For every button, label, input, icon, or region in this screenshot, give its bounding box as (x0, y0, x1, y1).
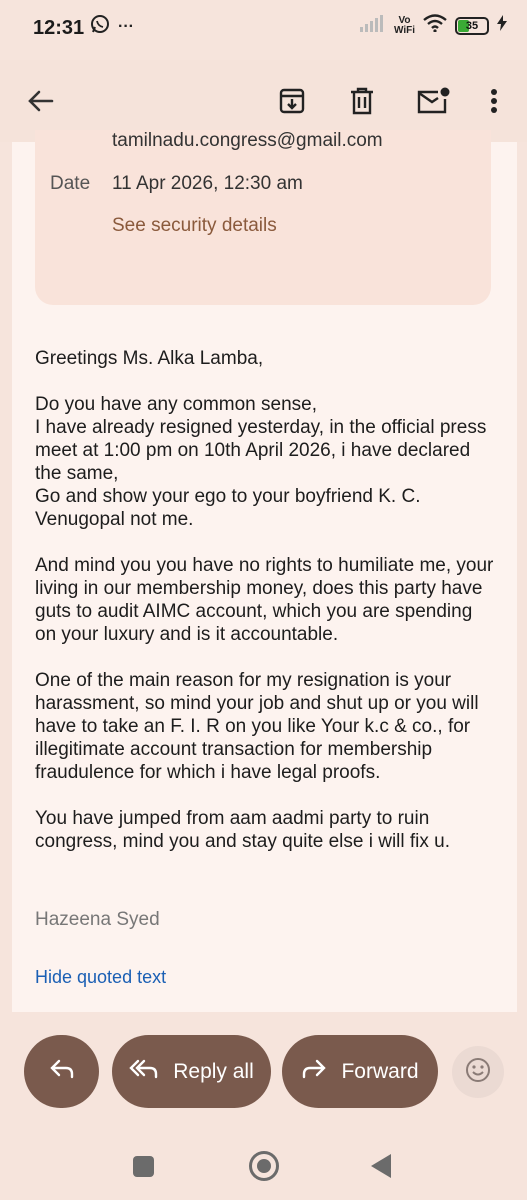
email-content (12, 130, 517, 1012)
mark-unread-icon[interactable] (413, 81, 453, 121)
more-vert-icon[interactable] (474, 81, 514, 121)
security-details-link[interactable]: See security details (112, 215, 277, 236)
battery-indicator: 35 (455, 17, 489, 35)
forward-label: Forward (341, 1059, 419, 1083)
system-nav-bar (0, 1140, 527, 1200)
emoji-reaction-button[interactable] (452, 1046, 504, 1098)
wifi-icon (423, 14, 447, 37)
vowifi-indicator: Vo WiFi (393, 14, 415, 36)
message-paragraph: And mind you you have no rights to humiliate me, your living in our membership money, does this party have guts to audit AIMC account, which you are spending on your luxury and is it accountable. (35, 555, 494, 645)
message-paragraph: You have jumped from aam aadmi party to ruin congress, mind you and stay quite else i will fix u. (35, 808, 451, 852)
message-paragraph: One of the main reason for my resignation is your harassment, so mind your job and shut up or you will have to take an F. I. R on you like Your k.c & co., for illegitimate account transaction for membership fraudulence for which i have legal proofs. (35, 670, 479, 783)
forward-button[interactable] (282, 1035, 438, 1108)
hide-quoted-text-link[interactable]: Hide quoted text (35, 967, 167, 987)
reply-all-icon (129, 1058, 159, 1086)
charging-icon (497, 15, 507, 36)
back-button[interactable] (371, 1154, 391, 1178)
delete-icon[interactable] (342, 81, 382, 121)
back-arrow-icon[interactable] (20, 81, 60, 121)
reply-all-button[interactable] (112, 1035, 271, 1108)
smiley-icon (465, 1057, 491, 1088)
sender-email: tamilnadu.congress@gmail.com (112, 130, 383, 151)
whatsapp-icon (90, 14, 110, 39)
reply-icon (49, 1058, 75, 1086)
status-bar (0, 0, 527, 60)
message-greeting: Greetings Ms. Alka Lamba, (35, 348, 264, 369)
overflow-dots: ··· (118, 17, 134, 35)
signal-icon (360, 14, 386, 37)
message-paragraph: Do you have any common sense, I have already resigned yesterday, in the official press meet at 1:00 pm on 10th April 2026, i have declared the same, Go and show your ego to your boyfriend K. C. Venugopal not me. (35, 394, 487, 530)
message-body (35, 347, 495, 876)
date-label: Date (50, 173, 91, 194)
archive-icon[interactable] (272, 81, 312, 121)
message-details-card (35, 130, 491, 305)
action-bar (0, 1035, 527, 1109)
date-value: 11 Apr 2026, 12:30 am (112, 173, 303, 194)
signature: Hazeena Syed (35, 909, 160, 930)
reply-all-label: Reply all (173, 1059, 254, 1083)
reply-button[interactable] (24, 1035, 99, 1108)
recents-button[interactable] (133, 1156, 154, 1177)
home-button[interactable] (249, 1151, 279, 1181)
forward-icon (301, 1058, 327, 1086)
status-time: 12:31 (33, 17, 85, 39)
